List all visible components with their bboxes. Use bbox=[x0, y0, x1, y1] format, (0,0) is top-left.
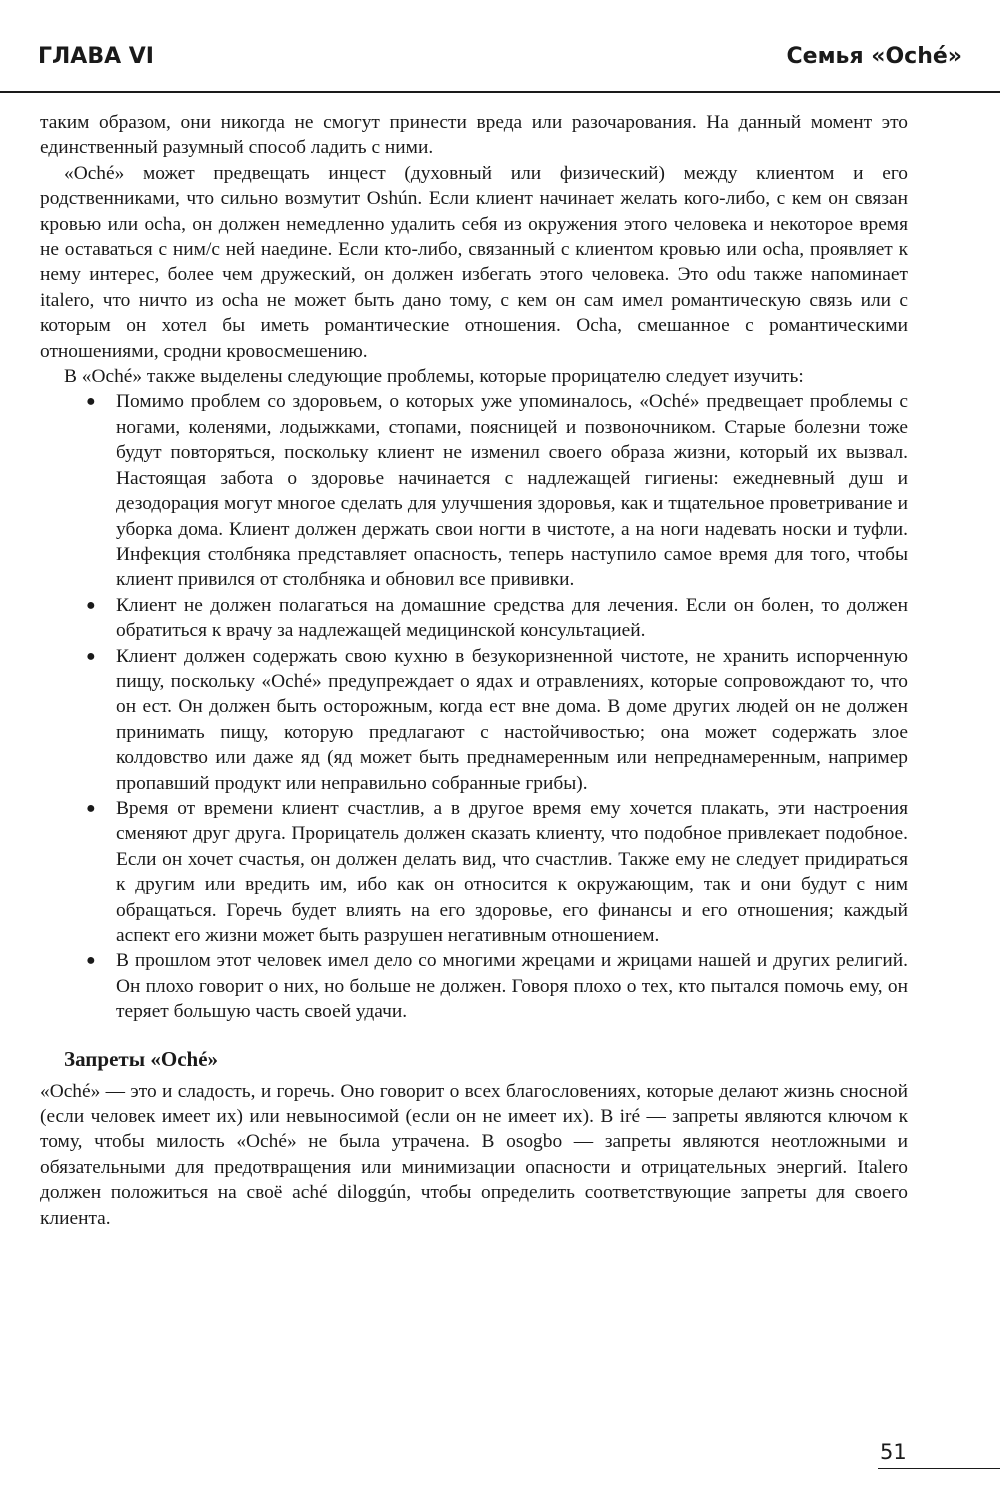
bullet-icon: ● bbox=[86, 596, 96, 614]
paragraph: таким образом, они никогда не смогут принести вреда или разочарования. На данный момент это единственный разумный способ ладить с ними. bbox=[40, 112, 908, 159]
bullet-icon: ● bbox=[86, 799, 96, 817]
paragraph: В «Oché» также выделены следующие проблемы, которые прорицателю следует изучить: bbox=[64, 366, 804, 388]
header-divider bbox=[0, 91, 1000, 93]
list-item bbox=[40, 644, 908, 796]
chapter-label: ГЛАВА VI bbox=[38, 44, 154, 69]
list-item-text: В прошлом этот человек имел дело со многими жрецами и жрицами нашей и других религий. Он плохо говорит о них, но больше не должен. Говоря плохо о тех, кто пытался помочь ему, он теряет большую часть своей удачи. bbox=[116, 950, 908, 1023]
list-item bbox=[40, 389, 908, 592]
page-number: 51 bbox=[880, 1440, 907, 1464]
list-item bbox=[40, 796, 908, 948]
bullet-icon: ● bbox=[86, 952, 96, 970]
paragraph: «Oché» может предвещать инцест (духовный или физический) между клиентом и его родственниками, что сильно возмутит Oshún. Если клиент начинает желать кого-либо, с кем он связан кровью или ocha, он должен немедленно удалить себя из окружения этого человека и некоторое время не оставаться с ним/с ней наедине. Если кто-либо, связанный с клиентом кровью или ocha, проявляет к нему интерес, более чем дружеский, он должен избегать этого человека. Это odu также напоминает italero, что ничто из ocha не может быть дано тому, с кем он сам имел романтическую связь или с которым он хотел бы иметь романтические отношения. Ocha, смешанное с романтическими отношениями, сродни кровосмешению. bbox=[40, 162, 908, 362]
list-item-text: Клиент должен содержать свою кухню в безукоризненной чистоте, не хранить испорченную пищу, поскольку «Oché» предупреждает о ядах и отравлениях, которые сопровождают то, что он ест. Он должен быть осторожным, когда ест вне дома. В доме других людей он не должен принимать пищу, которую предлагают с настойчивостью; она может содержать злое колдовство или даже яд (яд может быть преднамеренным или непреднамеренным, например пропавший продукт или неправильно собранные грибы). bbox=[116, 645, 908, 794]
section-heading: Запреты «Oché» bbox=[64, 1046, 219, 1071]
list-item bbox=[40, 593, 908, 644]
problem-list bbox=[40, 389, 908, 1024]
footer-divider bbox=[878, 1468, 1000, 1469]
list-item bbox=[40, 948, 908, 1024]
list-item-text: Время от времени клиент счастлив, а в другое время ему хочется плакать, эти настроения сменяют друг друга. Прорицатель должен сказать клиенту, что подобное привлекает подобное. Если он хочет счастья, он должен делать вид, что счастлив. Также ему не следует придираться к другим или вредить им, ибо как он относится к окружающим, так и они будут с ним обращаться. Горечь будет влиять на его здоровье, его финансы и его отношения; каждый аспект его жизни может быть разрушен негативным отношением. bbox=[116, 797, 908, 946]
main-text bbox=[40, 110, 908, 1231]
bullet-icon: ● bbox=[86, 393, 96, 411]
paragraph: «Oché» — это и сладость, и горечь. Оно говорит о всех благословениях, которые делают жизнь сносной (если человек имеет их) или невыносимой (если он не имеет их). В iré — запреты являются ключом к тому, чтобы милость «Oché» не была утрачена. В osogbo — запреты являются неотложными и обязательными для предотвращения или минимизации опасности и отрицательных энергий. Italero должен положиться на своё aché diloggún, чтобы определить соответствующие запреты для своего клиента. bbox=[40, 1080, 908, 1229]
bullet-icon: ● bbox=[86, 647, 96, 665]
list-item-text: Клиент не должен полагаться на домашние средства для лечения. Если он болен, то должен обратиться к врачу за надлежащей медицинской консультацией. bbox=[116, 594, 908, 642]
list-item-text: Помимо проблем со здоровьем, о которых уже упоминалось, «Oché» предвещает проблемы с ногами, коленями, лодыжками, стопами, поясницей и позвоночником. Старые болезни тоже будут повторяться, поскольку клиент не изменил своего образа жизни, который их вызвал. Настоящая забота о здоровье начинается с надлежащей гигиены: ежедневный душ и дезодорация могут многое сделать для улучшения здоровья, как и тщательное проветривание и уборка дома. Клиент должен держать свои ногти в чистоте, а на ноги надевать носки и туфли. Инфекция столбняка представляет опасность, теперь наступило самое время для того, чтобы клиент привился от столбняка и обновил все прививки. bbox=[116, 391, 908, 591]
section-label: Семья «Oché» bbox=[786, 44, 962, 69]
running-header bbox=[38, 44, 962, 80]
